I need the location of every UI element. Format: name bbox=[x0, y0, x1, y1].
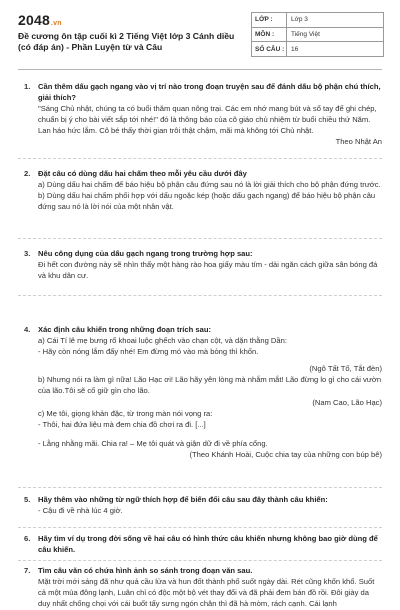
document-title: Đề cương ôn tập cuối kì 2 Tiếng Việt lớp 3 Cánh diều (có đáp án) - Phần Luyện từ và Câu bbox=[18, 31, 235, 52]
question-text: c) Mẹ tôi, giọng khản đặc, từ trong màn nói vọng ra: bbox=[38, 409, 213, 419]
meta-row-class bbox=[252, 13, 383, 28]
meta-table bbox=[251, 12, 384, 57]
question-text: Đi hết con đường này sẽ nhìn thấy một hàng rào hoa giấy màu tím - dải ngăn cách giữa sân bóng đá và khu dân cư. bbox=[38, 259, 378, 280]
meta-key: LỚP : bbox=[252, 13, 287, 27]
question-7 bbox=[24, 566, 382, 610]
question-source: Theo Nhật An bbox=[335, 136, 382, 146]
question-divider bbox=[18, 238, 382, 239]
question-number: 2. bbox=[24, 169, 31, 178]
meta-value: Lớp 3 bbox=[291, 16, 308, 24]
question-number: 6. bbox=[24, 534, 31, 543]
question-text: b) Dùng dấu hai chấm phối hợp với dấu ngoặc kép (hoặc dấu gạch ngang) để báo hiệu bộ phận câu đứng sau nó là lời nói của một nhân vật. bbox=[38, 190, 376, 211]
question-source: (Nam Cao, Lão Hạc) bbox=[312, 398, 382, 408]
question-2 bbox=[24, 169, 382, 213]
logo-suffix: .vn bbox=[50, 20, 62, 27]
question-5 bbox=[24, 495, 382, 517]
question-source: (Theo Khánh Hoài, Cuộc chia tay của những con búp bê) bbox=[189, 450, 382, 460]
logo-main: 2048 bbox=[18, 12, 50, 28]
question-1 bbox=[24, 82, 382, 147]
question-text: a) Cái Tí lê mẹ bưng rổ khoai luộc ghếch vào chạn cột, và dặn thằng Dần: bbox=[38, 335, 287, 345]
question-number: 7. bbox=[24, 566, 31, 575]
question-prompt: Đặt câu có dùng dấu hai chấm theo mỗi yêu cầu dưới đây bbox=[38, 169, 247, 178]
question-prompt: Nêu công dụng của dấu gạch ngang trong trường hợp sau: bbox=[38, 249, 253, 258]
question-divider bbox=[18, 560, 382, 561]
question-divider bbox=[18, 487, 382, 488]
meta-row-count bbox=[252, 42, 383, 56]
question-divider bbox=[18, 295, 382, 296]
question-text: - Cậu đi về nhà lúc 4 giờ. bbox=[38, 505, 123, 515]
question-6 bbox=[24, 534, 382, 556]
question-number: 5. bbox=[24, 495, 31, 504]
site-logo[interactable] bbox=[18, 12, 62, 28]
meta-row-subject bbox=[252, 28, 383, 43]
question-prompt: Cần thêm dấu gạch ngang vào vị trí nào trong đoạn truyện sau để đánh dấu bộ phận chú thích, giải thích? bbox=[38, 82, 381, 102]
meta-value: Tiếng Việt bbox=[291, 31, 320, 39]
question-number: 3. bbox=[24, 249, 31, 258]
question-prompt: Hãy thêm vào những từ ngữ thích hợp để biến đổi câu sau đây thành câu khiến: bbox=[38, 495, 328, 504]
meta-key: MÔN : bbox=[252, 28, 287, 42]
question-text: - Thôi, hai đứa liệu mà đem chia đồ chơi ra đi. [...] bbox=[38, 420, 206, 430]
question-4 bbox=[24, 325, 382, 461]
question-source: (Ngô Tất Tố, Tắt đèn) bbox=[309, 363, 382, 373]
question-number: 4. bbox=[24, 325, 31, 334]
header-divider bbox=[18, 69, 382, 70]
meta-value: 16 bbox=[291, 45, 299, 53]
meta-key: SỐ CÂU : bbox=[252, 42, 287, 56]
question-prompt: Hãy tìm ví dụ trong đời sống về hai câu có hình thức câu khiến nhưng không bao giờ dùng để câu khiến. bbox=[38, 534, 378, 554]
question-text: - Lằng nhằng mãi. Chia ra! – Mẹ tôi quát và giận dữ đi về phía cổng. bbox=[38, 439, 268, 449]
question-divider bbox=[18, 158, 382, 159]
question-divider bbox=[18, 527, 382, 528]
question-text: - Hãy còn nóng lắm đấy nhé! Em đừng mó vào mà bỏng thì khốn. bbox=[38, 346, 259, 356]
question-3 bbox=[24, 249, 382, 282]
question-text: a) Dùng dấu hai chấm để báo hiệu bộ phận câu đứng sau nó là lời giải thích cho bộ phận đứng trước. bbox=[38, 179, 381, 189]
question-prompt: Xác định câu khiến trong những đoạn trích sau: bbox=[38, 325, 211, 334]
question-text: b) Nhưng nói ra làm gì nữa! Lão Hạc ơi! Lão hãy yên lòng mà nhắm mắt! Lão đừng lo gì cho cái vườn của lão.Tôi sẽ cố giữ gìn cho lão. bbox=[38, 374, 382, 395]
question-text: "Sáng Chủ nhật, chúng ta có buổi thăm quan nông trại. Các em nhớ mang bút và sổ tay để ghi chép, chuẩn bị ý cho bài viết sắp tới nhé!" đó là thông báo của cô giáo chủ nhiệm từ buổi chiều thứ Năm. Lan háo hức lắm. Cô bé thấy thời gian trôi thật chậm, mãi mà không tới Chủ nhật. bbox=[38, 103, 377, 135]
question-text: Mặt trời mới sáng đã như quả cầu lửa và hun đốt thành phố suốt ngày dài. Rét cũng khốn khổ. Suốt cả một mùa đông lạnh, Luân chỉ có độc một bộ vét thay đổi và đã phải đem bán đồ rồi. Đôi giày da duy nhất chống chọi với cái buốt tấy sưng ngón chân thì đã hà mòm, rách cạnh. Cái lạnh bbox=[38, 576, 375, 608]
question-number: 1. bbox=[24, 82, 31, 91]
question-prompt: Tìm câu văn có chứa hình ảnh so sánh trong đoạn văn sau. bbox=[38, 566, 253, 575]
